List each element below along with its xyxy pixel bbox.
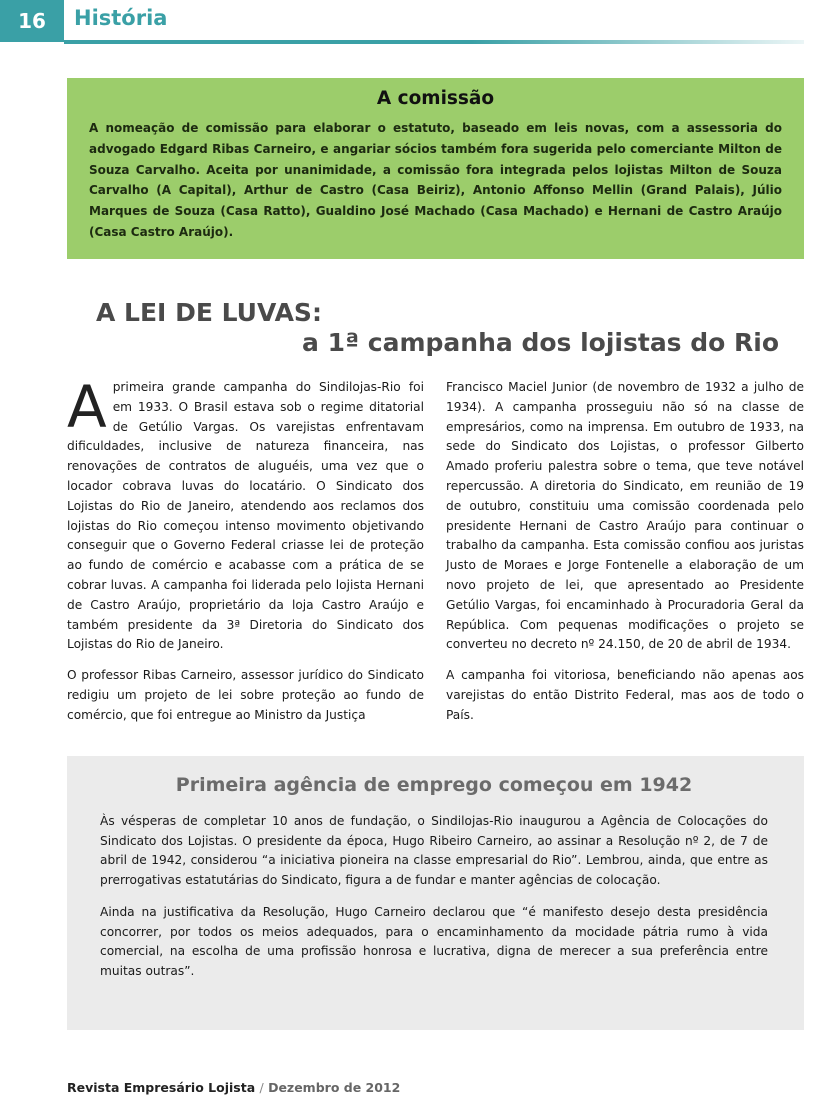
page-header [0, 0, 827, 44]
article-paragraph: Francisco Maciel Junior (de novembro de 1932 a julho de 1934). A campanha prosseguiu não só na classe de empresários, como na imprensa. Em outubro de 1933, na sede do Sindicato dos Lojistas, o professor Gilberto Amado proferiu palestra sobre o tema, que teve notável repercussão. A diretoria do Sindicato, em reunião de 19 de outubro, constituiu uma comissão coordenada pelo presidente Hernani de Castro Araújo para continuar o trabalho da campanha. Esta comissão confiou aos juristas Justo de Moraes e Jorge Fontenelle a elaboração de um novo projeto de lei, que apresentado ao Presidente Getúlio Vargas, foi encaminhado à Procuradoria Geral da República. Com pequenas modificações o projeto se converteu no decreto nº 24.150, de 20 de abril de 1934. [446, 380, 804, 652]
agency-paragraph: Às vésperas de completar 10 anos de fundação, o Sindilojas-Rio inaugurou a Agência de Colocações do Sindicato dos Lojistas. O presidente da época, Hugo Ribeiro Carneiro, ao assinar a Resolução nº 2, de 7 de abril de 1942, considerou “a iniciativa pioneira na classe empresarial do Rio”. Lembrou, ainda, que entre as prerrogativas estatutárias do Sindicato, figura a de fundar e manter agências de colocação. [100, 814, 768, 888]
article-paragraph [67, 373, 424, 655]
commission-box [67, 78, 804, 259]
footer-date: Dezembro de 2012 [268, 1080, 401, 1095]
commission-title: A comissão [376, 88, 495, 109]
commission-text: A nomeação de comissão para elaborar o estatuto, baseado em leis novas, com a assessoria do advogado Edgard Ribas Carneiro, e angariar sócios também fora sugerida pelo comerciante Milton de Souza Carvalho. Aceita por unanimidade, a comissão fora integrada pelos lojistas Milton de Souza Carvalho (A Capital), Arthur de Castro (Casa Beiriz), Antonio Affonso Mellin (Grand Palais), Júlio Marques de Souza (Casa Ratto), Gualdino José Machado (Casa Machado) e Hernani de Castro Araújo (Casa Castro Araújo). [89, 121, 782, 239]
article-paragraph: A campanha foi vitoriosa, beneficiando não apenas aos varejistas do então Distrito Federal, mas aos de todo o País. [446, 668, 804, 722]
section-title: História [74, 6, 168, 30]
footer-separator: / [259, 1080, 264, 1095]
article-column-left [67, 373, 424, 737]
page-number: 16 [0, 0, 64, 42]
agency-paragraph: Ainda na justificativa da Resolução, Hugo Carneiro declarou que “é manifesto desejo desta presidência concorrer, por todos os meios adequados, para o encaminhamento da mocidade pátria rumo à vida comercial, na escolha de uma profissão honrosa e lucrativa, digna de merecer a sua preferência entre muitas outras”. [100, 904, 768, 978]
article-paragraph-text: primeira grande campanha do Sindilojas-Rio foi em 1933. O Brasil estava sob o regime ditatorial de Getúlio Vargas. Os varejistas enfrentavam dificuldades, inclusive de natureza financeira, nas renovações de contratos de aluguéis, uma vez que o locador cobrava luvas do locatário. O Sindicato dos Lojistas do Rio de Janeiro, atendendo aos reclamos dos lojistas do Rio começou intenso movimento objetivando conseguir que o Governo Federal criasse lei de proteção ao fundo de comércio e acabasse com a prática de se cobrar luvas. A campanha foi liderada pelo lojista Hernani de Castro Araújo, proprietário da loja Castro Araújo e também presidente da 3ª Diretoria do Sindicato dos Lojistas do Rio de Janeiro. [67, 380, 424, 652]
article-title-line2: a 1ª campanha dos lojistas do Rio [302, 328, 780, 357]
agency-title: Primeira agência de emprego começou em 1942 [175, 774, 693, 796]
article-paragraph: O professor Ribas Carneiro, assessor jurídico do Sindicato redigiu um projeto de lei sobre proteção ao fundo de comércio, que foi entregue ao Ministro da Justiça [67, 668, 424, 722]
agency-box [67, 756, 804, 1030]
article-title-line1: A LEI DE LUVAS: [96, 298, 322, 327]
article-column-right [446, 378, 804, 737]
header-divider [64, 40, 804, 44]
drop-cap: A [67, 373, 107, 441]
page-footer [67, 1080, 400, 1095]
footer-publication: Revista Empresário Lojista [67, 1080, 256, 1095]
